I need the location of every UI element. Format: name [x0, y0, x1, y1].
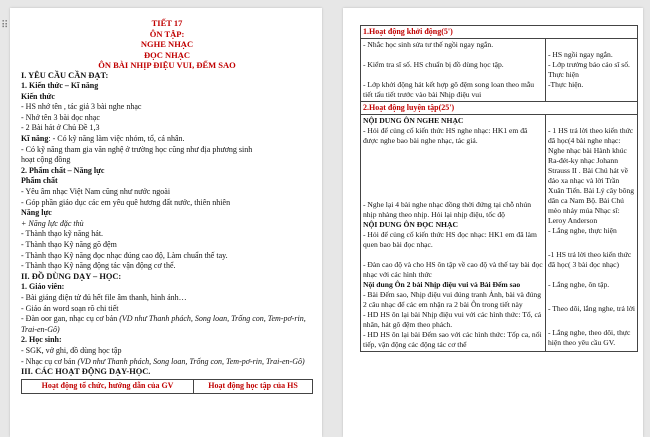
text-line: - Hỏi để củng cố kiến thức HS nghe nhạc: HK1 em đã được nghe bao bài nghe nhạc, tác giả.	[363, 126, 528, 145]
text-span: - Đàn oor gan, nhạc cụ cơ bản	[21, 314, 120, 324]
practice-student-cell	[546, 115, 638, 352]
text-line: - SGK, vở ghi, đồ dùng học tập	[21, 345, 122, 355]
text-line: - Yêu âm nhạc Việt Nam cũng như nước ngoài	[21, 187, 171, 197]
text-line: - Nhắc học sinh sửa tư thế ngồi ngay ngắn.	[363, 40, 494, 49]
text-line: - Nghe lại 4 bài nghe nhạc đồng thời đứng tại chỗ nhún nhịp nhàng theo nhịp. Hỏi lại nhịp điệu, tốc độ	[363, 200, 531, 219]
text-line: - Có kỹ năng tham gia văn nghệ ở trường học cũng như địa phương sinh	[21, 144, 253, 154]
text-line: - Góp phần giáo dục các em yêu quê hương đất nước, thiên nhiên	[21, 197, 231, 207]
text-line: hoạt cộng đồng	[21, 155, 71, 165]
student-instruments	[21, 357, 313, 368]
warmup-heading: 1.Hoạt động khởi động(5')	[361, 26, 638, 39]
text-line: - Thành thạo Kỹ năng gõ đệm	[21, 240, 117, 249]
text-line: - HS nhớ tên , tác giả 3 bài nghe nhạc	[21, 102, 142, 112]
text-line: - HD HS ôn lại bài Đếm sao với các hình thức: Tốp ca, nối tiếp, vận động các động tác cơ thể	[363, 330, 542, 349]
text-line: - Lắng nghe, theo dõi, thực hiện theo yêu cầu GV.	[548, 328, 631, 347]
drag-handle-icon[interactable]: ⠿	[1, 20, 9, 31]
text-span: - Nhạc cụ cơ bản	[21, 356, 78, 366]
skills-text: : - Có kỹ năng làm việc nhóm, tổ, cá nhân.	[48, 134, 185, 144]
text-span-italic: (VD như Thanh phách, Song loan, Trống con, Tem-pơ-rin, Trai-en-Gô)	[21, 314, 306, 334]
page-2-content	[360, 25, 637, 352]
subsection-heading: 1. Giáo viên:	[21, 282, 65, 292]
text-line: - Đàn cao độ và cho HS ôn tập về cao độ và thế tay bài đọc nhạc với các hình thức	[363, 260, 543, 279]
activity-table-header	[21, 379, 313, 394]
text-line: - Thành thạo Kỹ năng đọc nhạc đúng cao độ, Làm chuẩn thế tay.	[21, 250, 228, 260]
text-line: - HD HS ôn lại bài Nhịp điệu vui với các hình thức: Tổ, cá nhân, hát gõ đệm theo phách.	[363, 310, 542, 329]
ability-subheading: + Năng lực đặc thù	[21, 218, 84, 228]
text-line: - Lớp khởi động hát kết hợp gõ đệm song loan theo mẫu tiết tấu tiết trước vào bài Nhịp điệu vui	[363, 80, 535, 99]
text-line: - Bài Đếm sao, Nhịp điệu vui đúng tranh Ảnh, bài và đúng 2 câu nhạc để các em nhận ra 2 bài Ôn trong tiết này	[363, 290, 542, 309]
ability-heading: Năng lực	[21, 208, 52, 218]
text-line: - Lắng nghe, thực hiện	[548, 226, 617, 235]
practice-teacher-cell	[361, 115, 546, 352]
subsection-heading: 1. Kiến thức – Kĩ năng	[21, 81, 99, 91]
subsection-heading: 2. Học sinh:	[21, 335, 62, 345]
skills-label: Kĩ năng	[21, 134, 49, 144]
practice-heading: 2.Hoạt động luyện tập(25')	[361, 102, 638, 115]
section-heading: II. ĐỒ DÙNG DẠY – HỌC:	[21, 271, 122, 281]
text-line: - 2 Bài hát ở Chủ Đề 1,3	[21, 123, 100, 133]
document-page-1	[10, 8, 322, 437]
content-heading: NỘI DUNG ÔN ĐỌC NHẠC	[363, 220, 458, 229]
text-line: - Kiểm tra sĩ số. HS chuẩn bị đồ dùng học tập.	[363, 60, 504, 69]
text-line: - Giáo án word soạn rõ chi tiết	[21, 303, 119, 313]
lesson-title-line: ÔN BÀI NHỊP ĐIỆU VUI, ĐẾM SAO	[98, 60, 236, 70]
subsection-heading: 2. Phẩm chất – Năng lực	[21, 165, 105, 175]
teacher-instruments	[21, 314, 313, 335]
content-heading: Nội dung Ôn 2 bài Nhịp điệu vui và Bài Đếm sao	[363, 280, 521, 289]
warmup-student-cell	[546, 39, 638, 102]
lesson-title-line: ĐỌC NHẠC	[143, 49, 191, 60]
text-line: - Hỏi để củng cố kiến thức HS đọc nhạc: HK1 em đã làm quen bao bài đọc nhạc.	[363, 230, 537, 249]
text-line: - Thành thạo Kỹ năng động tác vận động cơ thể.	[21, 261, 176, 271]
section-heading: III. CÁC HOẠT ĐỘNG DẠY-HỌC.	[21, 367, 151, 377]
lesson-title-line: ÔN TẬP:	[149, 28, 185, 39]
text-line: -1 HS trả lời theo kiến thức đã học( 3 bài đọc nhạc)	[548, 250, 632, 269]
text-line: - Lớp trưởng báo cáo sĩ số. Thực hiện	[548, 60, 630, 79]
text-line: -Thực hiện.	[548, 80, 584, 89]
warmup-teacher-cell	[361, 39, 546, 102]
page-1-content	[21, 18, 313, 394]
content-heading: NỘI DUNG ÔN NGHE NHẠC	[363, 116, 464, 125]
quality-heading: Phẩm chất	[21, 176, 58, 186]
text-line: - 1 HS trả lời theo kiến thức đã học(4 bài nghe nhạc:	[548, 126, 634, 145]
knowledge-heading: Kiến thức	[21, 91, 55, 101]
document-page-2	[343, 8, 643, 437]
text-line: - Lắng nghe, ôn tập.	[548, 280, 610, 289]
skills-line	[21, 134, 313, 145]
text-line: - Bài giảng điện tử đủ hết file âm thanh, hình ảnh…	[21, 292, 187, 302]
text-line: - Theo dõi, lắng nghe, trả lời	[548, 304, 635, 313]
lesson-title-line: NGHE NHẠC	[140, 39, 194, 49]
student-column-header: Hoạt động học tập của HS	[194, 379, 313, 393]
text-span-italic: (VD như Thanh phách, Song loan, Trống con, Tem-pơ-rin, Trai-en-Gô)	[77, 356, 305, 366]
section-heading: I. YÊU CẦU CẦN ĐẠT:	[21, 70, 109, 80]
text-line: - Thành thạo kỹ năng hát.	[21, 229, 104, 239]
text-line: - Nhớ tên 3 bài đọc nhạc	[21, 112, 100, 122]
text-line: - HS ngồi ngay ngắn.	[548, 50, 613, 59]
teacher-column-header: Hoạt động tổ chức, hướng dẫn của GV	[22, 379, 194, 393]
text-line: Nghe nhạc bài Hành khúc Ra-đét-ky nhạc Johann Strauss II . Bài Chú hát về đảo xa nhạc và lời Trần Xuân Tiến. Bài Lý cây bông dân ca Nam Bộ. Bài Chú mèo nhảy múa Nhạc sĩ: Leroy Anderson	[548, 146, 635, 225]
lesson-number: TIẾT 17	[151, 18, 183, 28]
activity-table	[360, 25, 638, 352]
